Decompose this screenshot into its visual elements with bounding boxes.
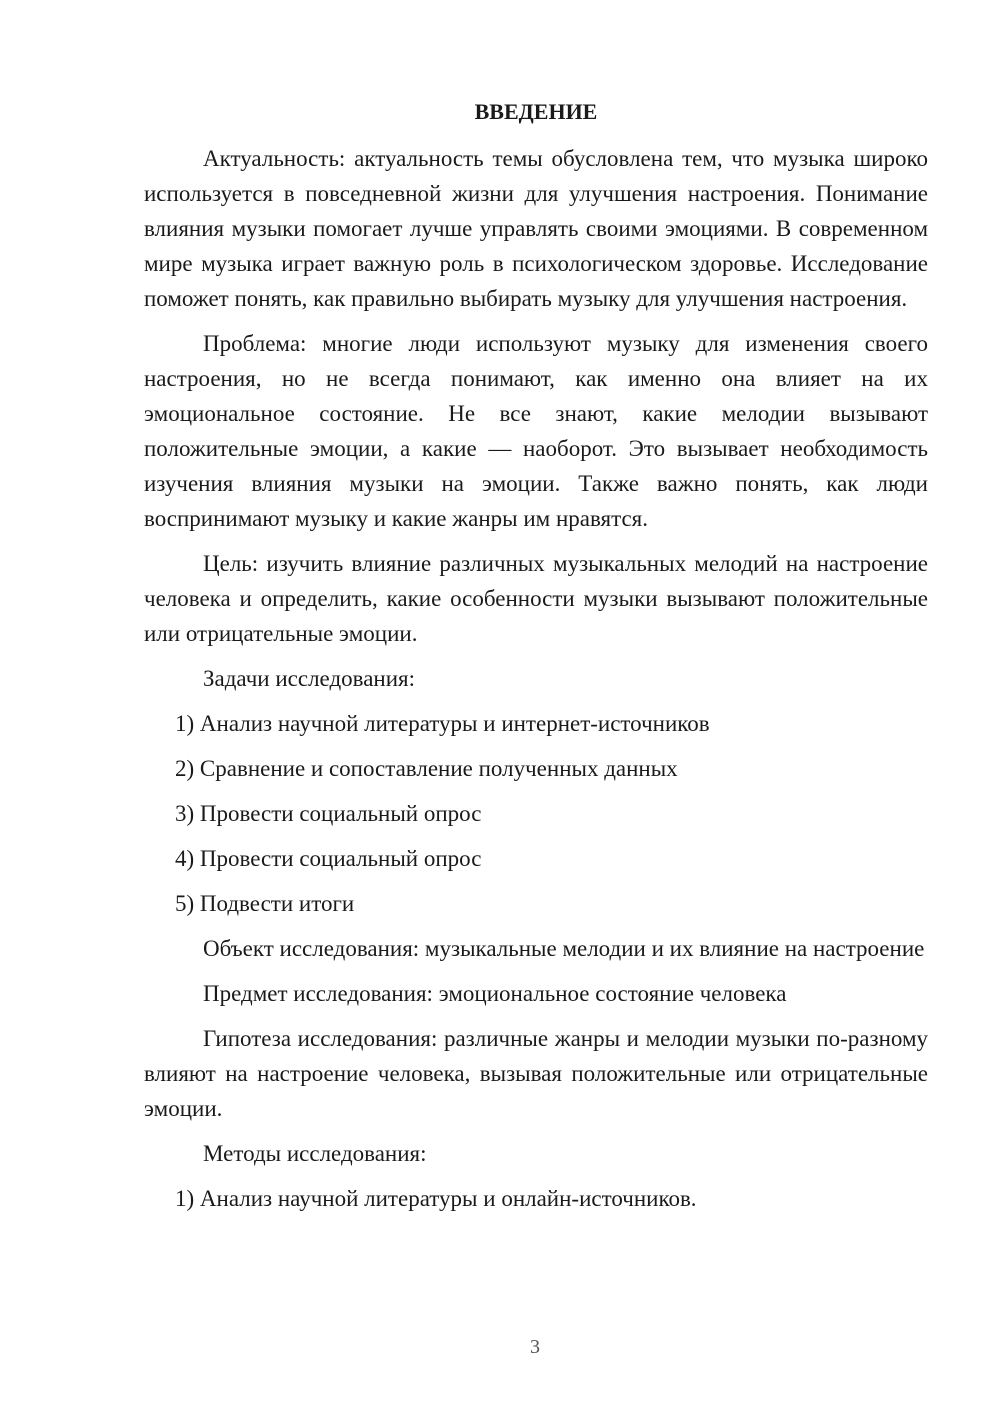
- task-item-4: 4) Провести социальный опрос: [175, 846, 482, 871]
- task-item-5: 5) Подвести итоги: [175, 891, 355, 916]
- paragraph-problem: Проблема: многие люди используют музыку для изменения своего настроения, но не всегда понимают, как именно она влияет на их эмоциональное состояние. Не все знают, какие мелодии вызывают положительные эмоции, а какие — наоборот. Это вызывает необходимость изучения влияния музыки на эмоции. Также важно понять, как люди воспринимают музыку и какие жанры им нравятся.: [144, 331, 928, 531]
- page-number: 3: [530, 1336, 540, 1358]
- paragraph-subject: Предмет исследования: эмоциональное состояние человека: [203, 981, 787, 1006]
- tasks-title: Задачи исследования:: [203, 666, 416, 691]
- paragraph-goal: Цель: изучить влияние различных музыкальных мелодий на настроение человека и определить, какие особенности музыки вызывают положительные или отрицательные эмоции.: [144, 551, 928, 646]
- method-item-1: 1) Анализ научной литературы и онлайн-источников.: [175, 1186, 697, 1211]
- paragraph-relevance: Актуальность: актуальность темы обусловлена тем, что музыка широко используется в повседневной жизни для улучшения настроения. Понимание влияния музыки помогает лучше управлять своими эмоциями. В современном мире музыка играет важную роль в психологическом здоровье. Исследование поможет понять, как правильно выбирать музыку для улучшения настроения.: [144, 146, 928, 311]
- task-item-1: 1) Анализ научной литературы и интернет-источников: [175, 711, 710, 736]
- paragraph-object: Объект исследования: музыкальные мелодии и их влияние на настроение: [203, 936, 925, 961]
- task-item-3: 3) Провести социальный опрос: [175, 801, 482, 826]
- tasks-list: [144, 706, 928, 921]
- methods-title: Методы исследования:: [203, 1141, 427, 1166]
- methods-list: [144, 1181, 928, 1216]
- page-content: [144, 94, 928, 1226]
- task-item-2: 2) Сравнение и сопоставление полученных данных: [175, 756, 678, 781]
- section-heading: ВВЕДЕНИЕ: [474, 99, 598, 124]
- paragraph-hypothesis: Гипотеза исследования: различные жанры и мелодии музыки по-разному влияют на настроение человека, вызывая положительные или отрицательные эмоции.: [144, 1026, 928, 1121]
